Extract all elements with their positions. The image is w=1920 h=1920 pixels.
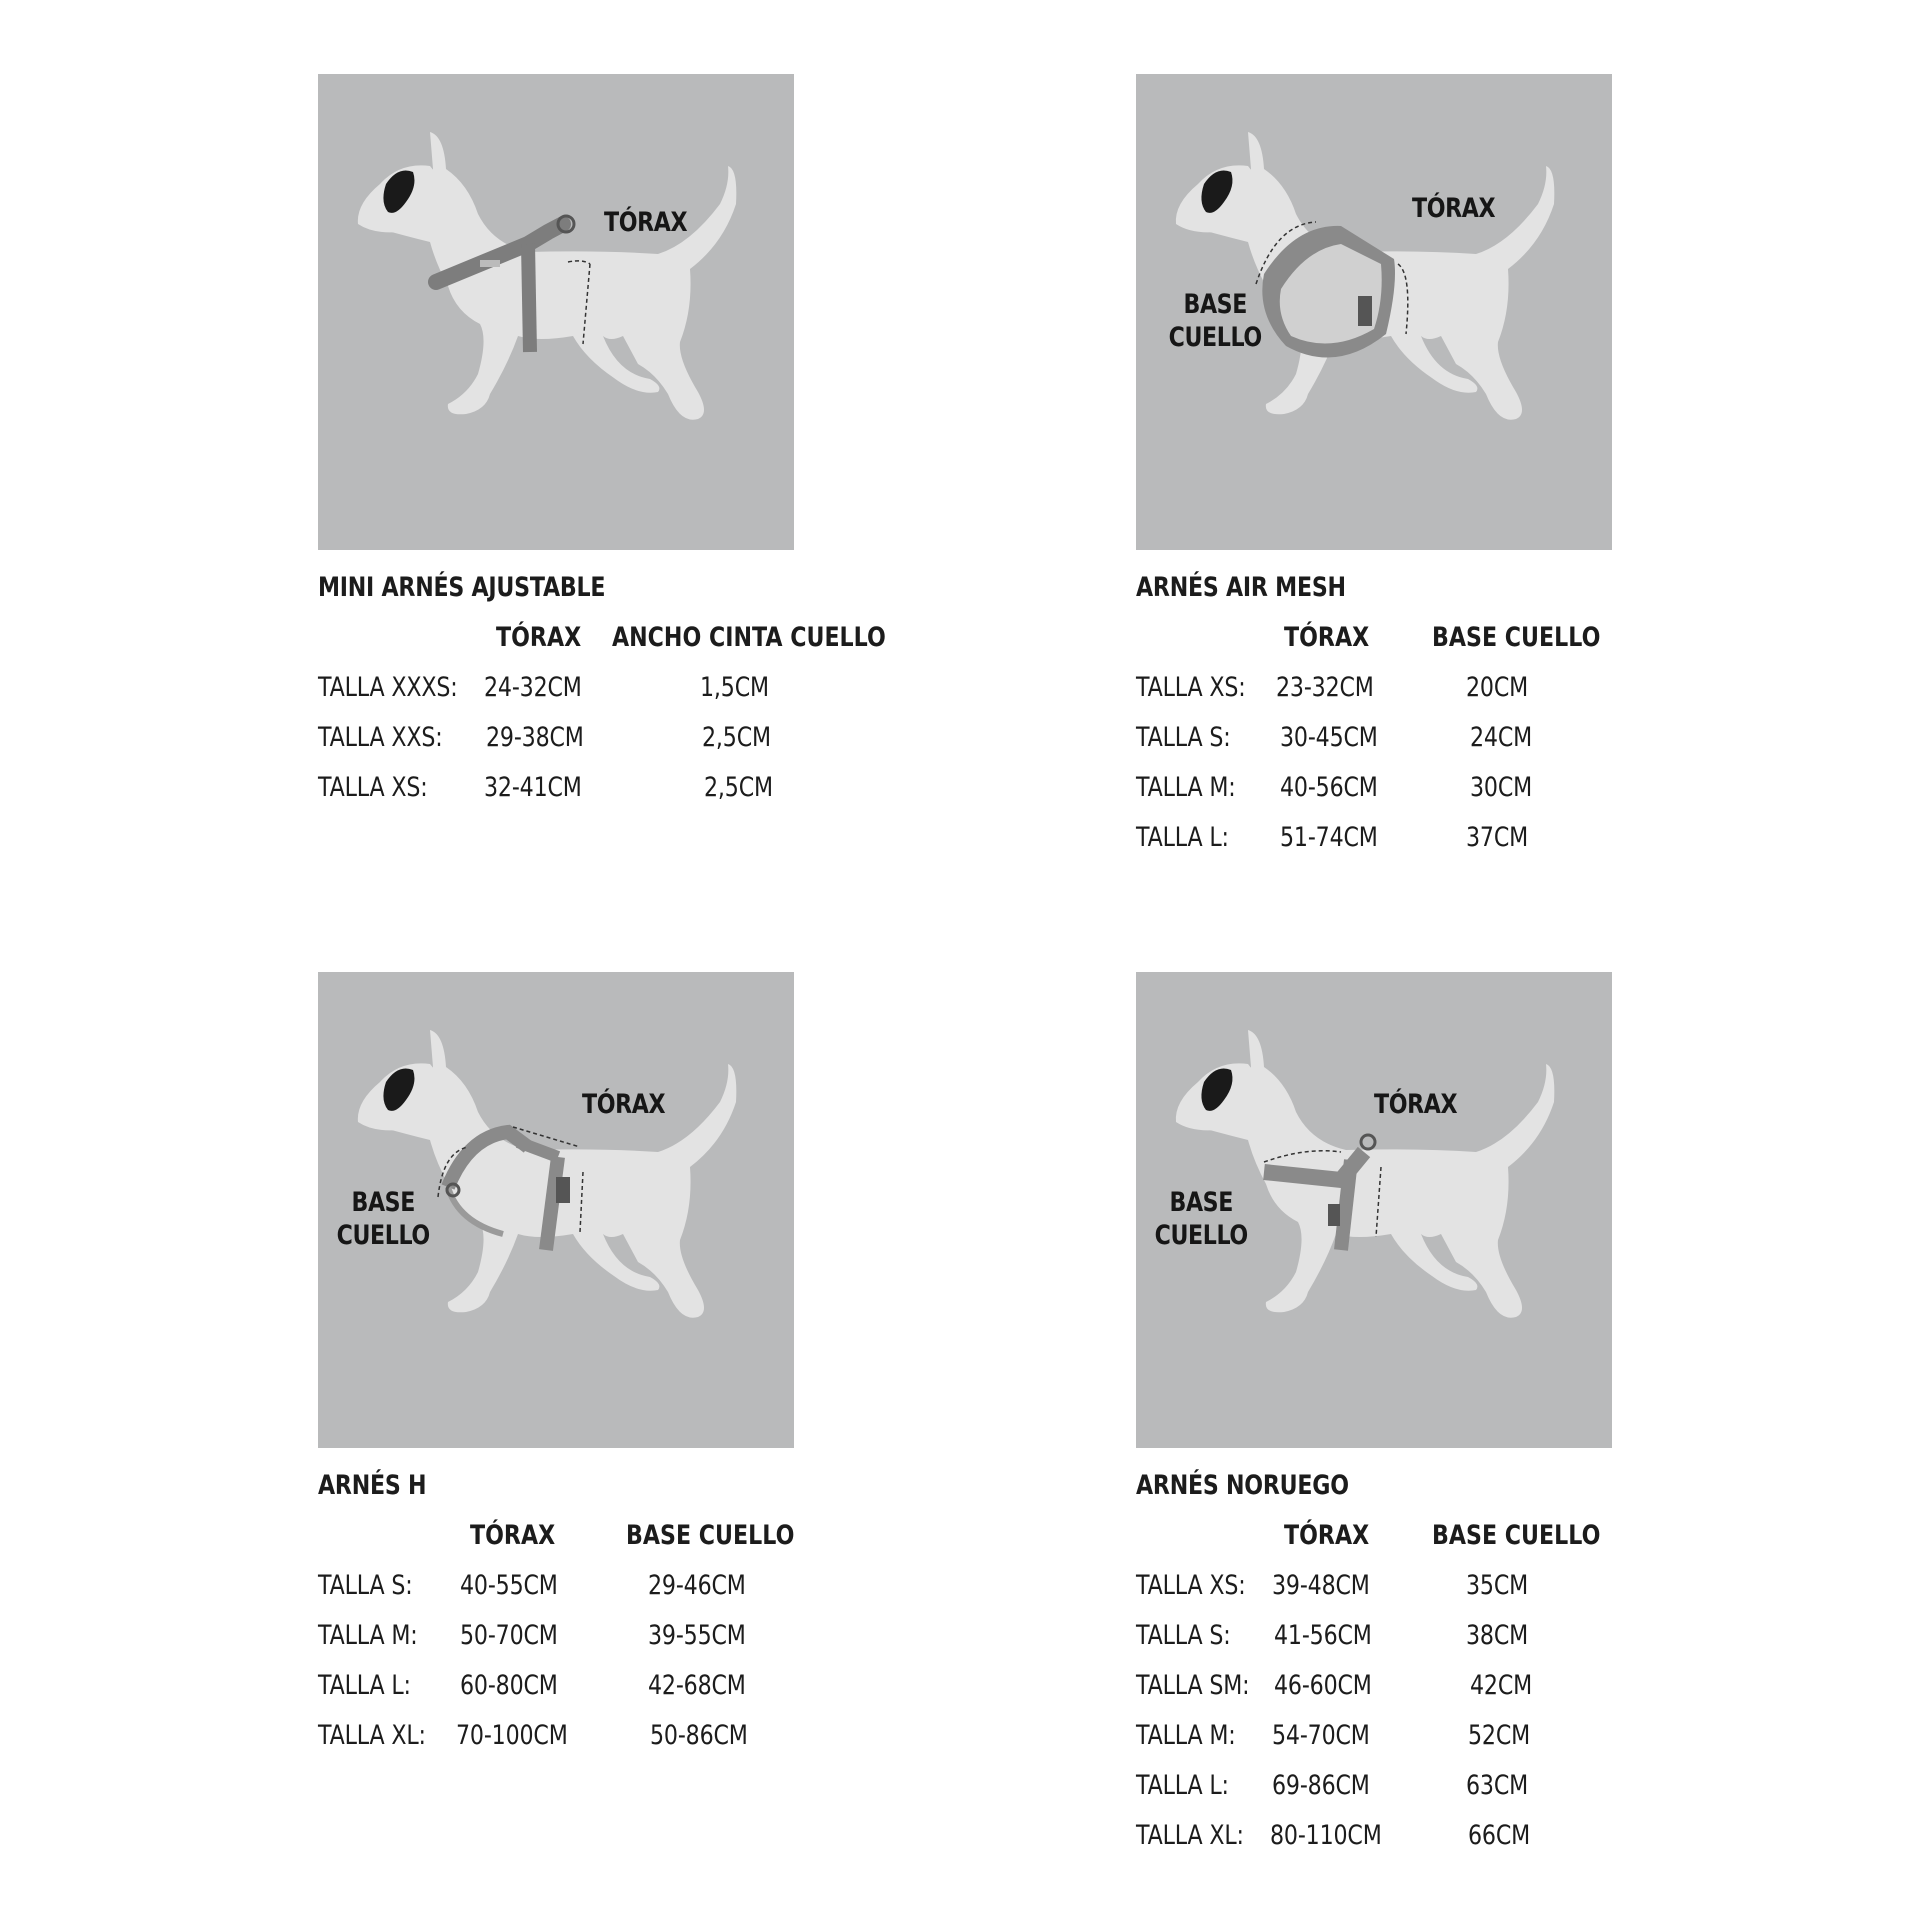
column-header-torax: TÓRAX [1284,622,1370,653]
column-header-torax: TÓRAX [496,622,582,653]
panel-mini-arnes [318,74,886,803]
row-torax: 69-86CM [1272,1770,1370,1801]
column-header-base-cuello: BASE CUELLO [1432,1520,1601,1551]
row-size: TALLA XS: [318,772,428,803]
row-base-cuello: 39-55CM [648,1620,746,1651]
row-base-cuello: 37CM [1466,822,1529,853]
row-size: TALLA XL: [318,1720,426,1751]
row-size: TALLA XXXS: [318,672,458,703]
row-torax: 46-60CM [1274,1670,1372,1701]
table-title: ARNÉS NORUEGO [1136,1470,1349,1501]
column-header-torax: TÓRAX [1284,1520,1370,1551]
image-label-base-cuello: BASE CUELLO [336,1187,430,1251]
column-header-base-cuello: BASE CUELLO [626,1520,795,1551]
row-base-cuello: 29-46CM [648,1570,746,1601]
row-base-cuello: 24CM [1470,722,1533,753]
row-torax: 70-100CM [456,1720,568,1751]
dog-illustration-arnes-h [318,972,794,1448]
row-size: TALLA M: [1136,1720,1236,1751]
row-base-cuello: 52CM [1468,1720,1531,1751]
row-size: TALLA S: [1136,722,1231,753]
table-title: MINI ARNÉS AJUSTABLE [318,572,606,603]
image-label-torax: TÓRAX [1412,193,1496,224]
dog-illustration-arnes-noruego [1136,972,1612,1448]
row-ancho: 2,5CM [702,722,771,753]
row-ancho: 2,5CM [704,772,773,803]
row-base-cuello: 30CM [1470,772,1533,803]
row-torax: 32-41CM [484,772,582,803]
row-size: TALLA L: [318,1670,411,1701]
row-base-cuello: 66CM [1468,1820,1531,1851]
image-label-torax: TÓRAX [582,1089,666,1120]
row-torax: 60-80CM [460,1670,558,1701]
row-torax: 30-45CM [1280,722,1378,753]
row-base-cuello: 50-86CM [650,1720,748,1751]
row-torax: 54-70CM [1272,1720,1370,1751]
row-base-cuello: 35CM [1466,1570,1529,1601]
row-size: TALLA S: [318,1570,413,1601]
row-size: TALLA XS: [1136,1570,1246,1601]
row-torax: 39-48CM [1272,1570,1370,1601]
dog-illustration-mini-arnes [318,74,794,550]
row-size: TALLA S: [1136,1620,1231,1651]
panel-arnes-noruego [1136,972,1696,1851]
column-header-ancho-cinta: ANCHO CINTA CUELLO [612,622,886,653]
row-ancho: 1,5CM [700,672,769,703]
dog-silhouette-icon [318,74,794,550]
row-torax: 24-32CM [484,672,582,703]
row-base-cuello: 63CM [1466,1770,1529,1801]
row-size: TALLA XXS: [318,722,443,753]
row-torax: 23-32CM [1276,672,1374,703]
image-label-base-cuello: BASE CUELLO [1154,1187,1248,1251]
column-header-torax: TÓRAX [470,1520,556,1551]
table-title: ARNÉS H [318,1470,427,1501]
row-torax: 50-70CM [460,1620,558,1651]
row-base-cuello: 42CM [1470,1670,1533,1701]
image-label-torax: TÓRAX [1374,1089,1458,1120]
row-torax: 51-74CM [1280,822,1378,853]
row-size: TALLA L: [1136,1770,1229,1801]
row-size: TALLA XL: [1136,1820,1244,1851]
row-size: TALLA M: [318,1620,418,1651]
column-header-base-cuello: BASE CUELLO [1432,622,1601,653]
row-torax: 40-56CM [1280,772,1378,803]
row-base-cuello: 20CM [1466,672,1529,703]
row-torax: 29-38CM [486,722,584,753]
row-torax: 40-55CM [460,1570,558,1601]
panel-arnes-air-mesh [1136,74,1696,853]
table-title: ARNÉS AIR MESH [1136,572,1346,603]
row-torax: 80-110CM [1270,1820,1382,1851]
dog-illustration-air-mesh [1136,74,1612,550]
row-base-cuello: 38CM [1466,1620,1529,1651]
row-size: TALLA XS: [1136,672,1246,703]
image-label-torax: TÓRAX [604,207,688,238]
row-torax: 41-56CM [1274,1620,1372,1651]
row-size: TALLA SM: [1136,1670,1250,1701]
row-size: TALLA L: [1136,822,1229,853]
panel-arnes-h [318,972,878,1751]
image-label-base-cuello: BASE CUELLO [1168,289,1262,353]
row-base-cuello: 42-68CM [648,1670,746,1701]
row-size: TALLA M: [1136,772,1236,803]
